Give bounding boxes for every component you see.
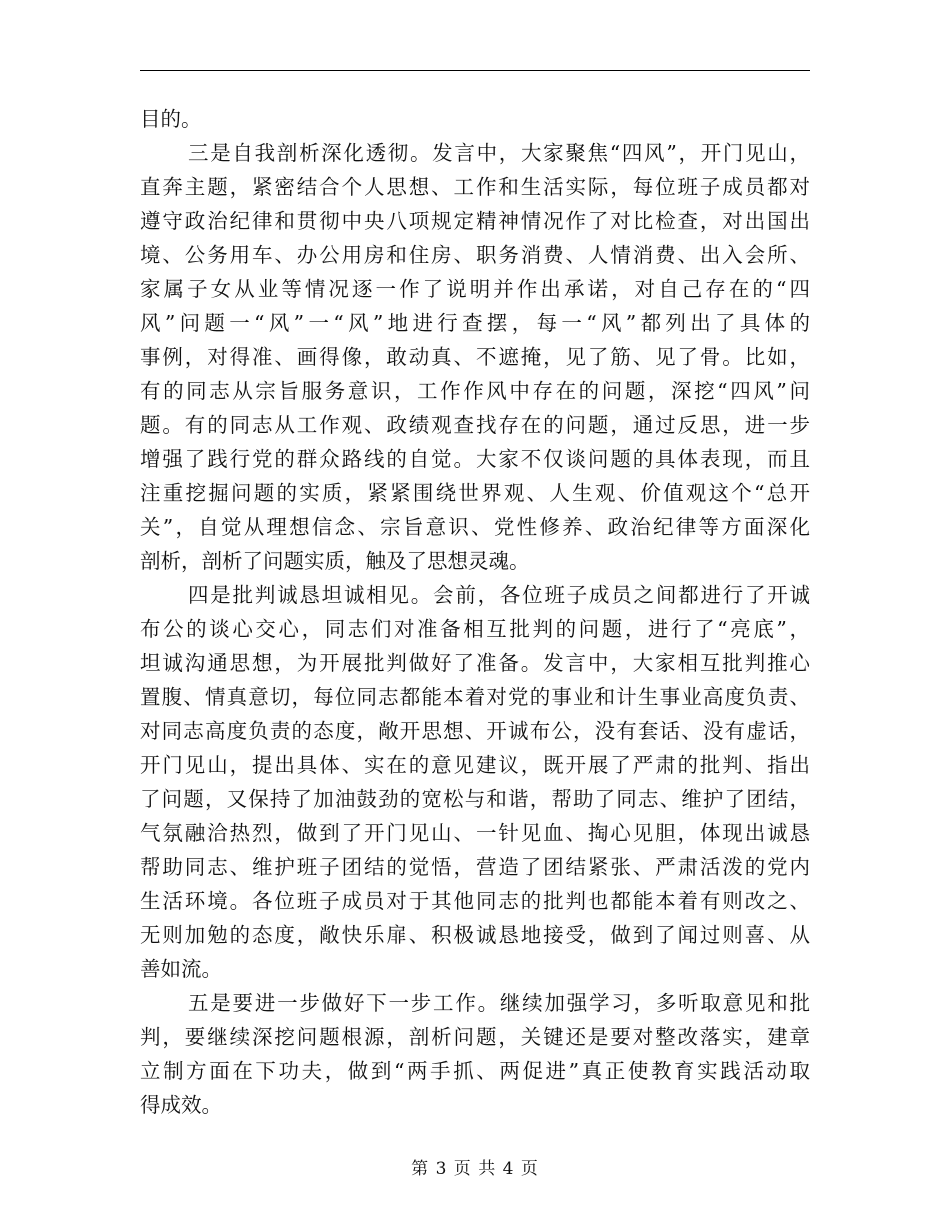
text-line: 风”问题一“风”一“风”地进行查摆，每一“风”都列出了具体的	[140, 311, 810, 335]
text-line: 有的同志从宗旨服务意识，工作作风中存在的问题，深挖“四风”问	[140, 379, 810, 403]
text-line: 遵守政治纪律和贯彻中央八项规定精神情况作了对比检查，对出国出	[140, 209, 810, 233]
text-line: 注重挖掘问题的实质，紧紧围绕世界观、人生观、价值观这个“总开	[140, 481, 810, 505]
text-line: 坦诚沟通思想，为开展批判做好了准备。发言中，大家相互批判推心	[140, 651, 810, 675]
document-body	[140, 102, 810, 1122]
text-line: 开门见山，提出具体、实在的意见建议，既开展了严肃的批判、指出	[140, 753, 810, 777]
text-line: 布公的谈心交心，同志们对准备相互批判的问题，进行了“亮底”，	[140, 617, 810, 641]
text-line: 增强了践行党的群众路线的自觉。大家不仅谈问题的具体表现，而且	[140, 447, 810, 471]
text-line: 置腹、情真意切，每位同志都能本着对党的事业和计生事业高度负责、	[140, 685, 810, 709]
text-line: 直奔主题，紧密结合个人思想、工作和生活实际，每位班子成员都对	[140, 175, 810, 199]
text-line: 关”，自觉从理想信念、宗旨意识、党性修养、政治纪律等方面深化	[140, 515, 810, 539]
text-line: 气氛融洽热烈，做到了开门见山、一针见血、掏心见胆，体现出诚恳	[140, 821, 810, 845]
text-line: 五是要进一步做好下一步工作。继续加强学习，多听取意见和批	[188, 991, 810, 1015]
text-line: 帮助同志、维护班子团结的觉悟，营造了团结紧张、严肃活泼的党内	[140, 855, 810, 879]
text-line: 题。有的同志从工作观、政绩观查找存在的问题，通过反思，进一步	[140, 413, 810, 437]
text-line: 善如流。	[140, 957, 222, 981]
text-line: 对同志高度负责的态度，敞开思想、开诚布公，没有套话、没有虚话，	[140, 719, 810, 743]
text-line: 剖析，剖析了问题实质，触及了思想灵魂。	[140, 549, 530, 573]
header-rule	[140, 70, 810, 71]
text-line: 目的。	[140, 107, 202, 131]
text-line: 事例，对得准、画得像，敢动真、不遮掩，见了筋、见了骨。比如，	[140, 345, 810, 369]
text-line: 家属子女从业等情况逐一作了说明并作出承诺，对自己存在的“四	[140, 277, 810, 301]
text-line: 判，要继续深挖问题根源，剖析问题，关键还是要对整改落实，建章	[140, 1025, 810, 1049]
text-line: 三是自我剖析深化透彻。发言中，大家聚焦“四风”，开门见山，	[188, 141, 810, 165]
text-line: 生活环境。各位班子成员对于其他同志的批判也都能本着有则改之、	[140, 889, 810, 913]
text-line: 无则加勉的态度，敞快乐扉、积极诚恳地接受，做到了闻过则喜、从	[140, 923, 810, 947]
page-footer: 第 3 页 共 4 页	[411, 1159, 539, 1179]
text-line: 得成效。	[140, 1093, 222, 1117]
text-line: 境、公务用车、办公用房和住房、职务消费、人情消费、出入会所、	[140, 243, 810, 267]
text-line: 立制方面在下功夫，做到“两手抓、两促进”真正使教育实践活动取	[140, 1059, 810, 1083]
text-line: 了问题，又保持了加油鼓劲的宽松与和谐，帮助了同志、维护了团结，	[140, 787, 810, 811]
text-line: 四是批判诚恳坦诚相见。会前，各位班子成员之间都进行了开诚	[188, 583, 810, 607]
